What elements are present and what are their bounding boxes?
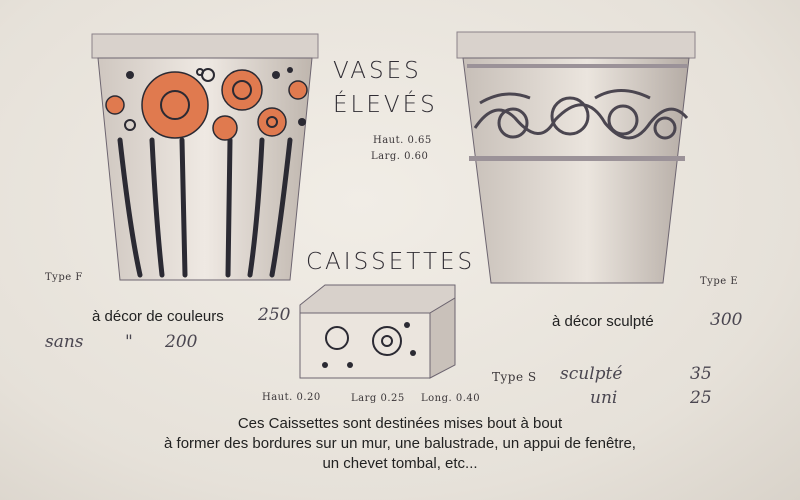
vases-height: Haut. 0.65 — [373, 135, 432, 146]
sans-ditto: " — [125, 332, 133, 352]
caption-line-3: un chevet tombal, etc... — [322, 455, 478, 472]
caissette-length: Long. 0.40 — [421, 393, 481, 404]
type-s-label: Type S — [492, 370, 537, 384]
vase-f-illustration — [90, 30, 330, 290]
caption-line-2: à former des bordures sur un mur, une balustrade, un appui de fenêtre, — [164, 435, 636, 452]
vases-title-line2: ÉLEVÉS — [333, 92, 438, 118]
price-uni-label: uni — [590, 388, 618, 408]
caissettes-title: CAISSETTES — [306, 249, 476, 275]
type-f-label: Type F — [45, 272, 83, 283]
sans-word: sans — [45, 332, 84, 352]
price-uni-value: 25 — [690, 388, 712, 408]
caissette-height: Haut. 0.20 — [262, 392, 321, 403]
decor-sculpte-label: à décor sculpté — [552, 313, 654, 330]
price-sculpte-value: 35 — [690, 364, 712, 384]
decor-sculpte-price: 300 — [710, 310, 743, 330]
vases-title-line1: VASES — [333, 58, 422, 84]
type-e-label: Type E — [700, 276, 739, 287]
caption-line-1: Ces Caissettes sont destinées mises bout à bout — [237, 415, 563, 432]
caissette-width: Larg 0.25 — [351, 393, 405, 404]
decor-couleurs-price: 250 — [258, 305, 291, 325]
decor-couleurs-label: à décor de couleurs — [92, 308, 224, 325]
caption — [100, 414, 700, 474]
price-sculpte-label: sculpté — [560, 364, 623, 384]
caissette-illustration — [295, 283, 465, 383]
vase-e-illustration — [455, 28, 705, 293]
sans-price: 200 — [165, 332, 198, 352]
vases-width: Larg. 0.60 — [371, 151, 429, 162]
